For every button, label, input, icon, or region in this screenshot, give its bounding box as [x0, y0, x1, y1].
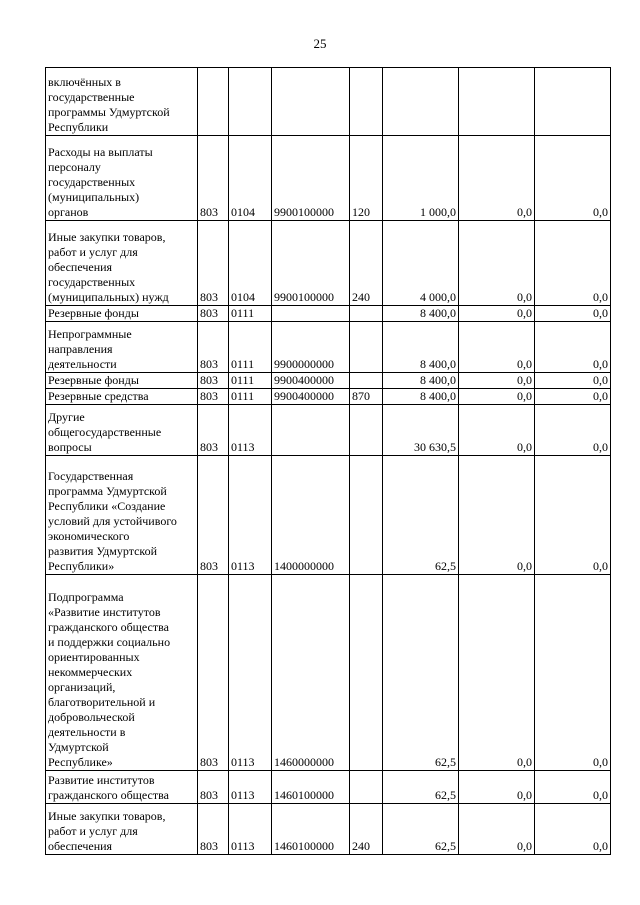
row-rz: 0111 [229, 322, 272, 373]
row-name: Государственная программа Удмуртской Республики «Создание условий для устойчивого экономического развития Удмуртской Республики» [46, 456, 198, 575]
row-name: Резервные фонды [46, 373, 198, 389]
row-sum-3 [535, 68, 611, 136]
table-row [46, 136, 611, 221]
table-row [46, 575, 611, 771]
row-ved: 803 [198, 804, 229, 855]
row-csr: 1460100000 [272, 771, 350, 804]
row-csr [272, 405, 350, 456]
row-vr [350, 575, 383, 771]
table-row [46, 405, 611, 456]
row-sum-3: 0,0 [535, 389, 611, 405]
row-name: Развитие институтов гражданского общества [46, 771, 198, 804]
row-sum-1: 62,5 [383, 804, 459, 855]
row-name: Расходы на выплаты персоналу государственных (муниципальных) органов [46, 136, 198, 221]
row-name: Иные закупки товаров, работ и услуг для обеспечения [46, 804, 198, 855]
row-sum-3: 0,0 [535, 575, 611, 771]
row-csr: 1460000000 [272, 575, 350, 771]
table-row [46, 306, 611, 322]
row-sum-3: 0,0 [535, 136, 611, 221]
row-rz: 0104 [229, 221, 272, 306]
row-name: включённых в государственные программы Удмуртской Республики [46, 68, 198, 136]
table-row [46, 322, 611, 373]
table-row [46, 804, 611, 855]
row-sum-2: 0,0 [459, 373, 535, 389]
budget-table [45, 67, 611, 855]
row-name: Другие общегосударственные вопросы [46, 405, 198, 456]
row-vr: 240 [350, 804, 383, 855]
row-ved [198, 68, 229, 136]
row-rz [229, 68, 272, 136]
row-sum-2: 0,0 [459, 306, 535, 322]
page-number: 25 [313, 36, 327, 51]
row-sum-2: 0,0 [459, 322, 535, 373]
row-ved: 803 [198, 221, 229, 306]
row-vr [350, 68, 383, 136]
row-csr: 1400000000 [272, 456, 350, 575]
row-name: Подпрограмма «Развитие институтов гражданского общества и поддержки социально ориентированных некоммерческих организаций, благотворительной и добровольческой деятельности в Удмуртской Республике» [46, 575, 198, 771]
row-sum-2: 0,0 [459, 136, 535, 221]
row-sum-3: 0,0 [535, 405, 611, 456]
row-sum-2: 0,0 [459, 456, 535, 575]
row-rz: 0104 [229, 136, 272, 221]
row-name: Резервные средства [46, 389, 198, 405]
row-sum-2: 0,0 [459, 771, 535, 804]
row-sum-3: 0,0 [535, 804, 611, 855]
row-ved: 803 [198, 771, 229, 804]
table-row [46, 771, 611, 804]
row-csr [272, 68, 350, 136]
row-vr [350, 405, 383, 456]
row-ved: 803 [198, 306, 229, 322]
row-sum-3: 0,0 [535, 456, 611, 575]
row-sum-2: 0,0 [459, 804, 535, 855]
table-row [46, 389, 611, 405]
row-vr: 870 [350, 389, 383, 405]
row-csr: 9900100000 [272, 221, 350, 306]
row-rz: 0113 [229, 405, 272, 456]
row-sum-2: 0,0 [459, 221, 535, 306]
row-vr [350, 456, 383, 575]
row-sum-1: 62,5 [383, 456, 459, 575]
row-name: Иные закупки товаров, работ и услуг для обеспечения государственных (муниципальных) нужд [46, 221, 198, 306]
row-sum-2 [459, 68, 535, 136]
row-sum-3: 0,0 [535, 306, 611, 322]
row-sum-3: 0,0 [535, 221, 611, 306]
row-ved: 803 [198, 456, 229, 575]
row-csr: 9900000000 [272, 322, 350, 373]
table-row [46, 68, 611, 136]
row-ved: 803 [198, 136, 229, 221]
row-sum-3: 0,0 [535, 322, 611, 373]
row-sum-1: 8 400,0 [383, 306, 459, 322]
table-row [46, 221, 611, 306]
row-sum-1: 4 000,0 [383, 221, 459, 306]
row-vr [350, 322, 383, 373]
row-sum-1: 62,5 [383, 771, 459, 804]
row-csr: 1460100000 [272, 804, 350, 855]
row-sum-3: 0,0 [535, 771, 611, 804]
row-rz: 0113 [229, 804, 272, 855]
row-csr: 9900400000 [272, 373, 350, 389]
row-rz: 0111 [229, 389, 272, 405]
row-sum-1 [383, 68, 459, 136]
row-rz: 0113 [229, 771, 272, 804]
row-vr [350, 373, 383, 389]
row-rz: 0111 [229, 306, 272, 322]
row-sum-1: 8 400,0 [383, 389, 459, 405]
row-vr: 240 [350, 221, 383, 306]
row-ved: 803 [198, 373, 229, 389]
row-ved: 803 [198, 405, 229, 456]
row-sum-1: 30 630,5 [383, 405, 459, 456]
row-vr [350, 771, 383, 804]
row-name: Непрограммные направления деятельности [46, 322, 198, 373]
row-rz: 0111 [229, 373, 272, 389]
row-sum-1: 1 000,0 [383, 136, 459, 221]
row-sum-1: 62,5 [383, 575, 459, 771]
row-sum-3: 0,0 [535, 373, 611, 389]
row-csr: 9900400000 [272, 389, 350, 405]
row-ved: 803 [198, 575, 229, 771]
row-csr: 9900100000 [272, 136, 350, 221]
row-vr: 120 [350, 136, 383, 221]
row-sum-1: 8 400,0 [383, 322, 459, 373]
table-row [46, 373, 611, 389]
row-rz: 0113 [229, 456, 272, 575]
row-sum-2: 0,0 [459, 575, 535, 771]
row-sum-2: 0,0 [459, 405, 535, 456]
row-sum-1: 8 400,0 [383, 373, 459, 389]
row-sum-2: 0,0 [459, 389, 535, 405]
row-name: Резервные фонды [46, 306, 198, 322]
table-row [46, 456, 611, 575]
row-vr [350, 306, 383, 322]
row-csr [272, 306, 350, 322]
row-rz: 0113 [229, 575, 272, 771]
row-ved: 803 [198, 322, 229, 373]
row-ved: 803 [198, 389, 229, 405]
